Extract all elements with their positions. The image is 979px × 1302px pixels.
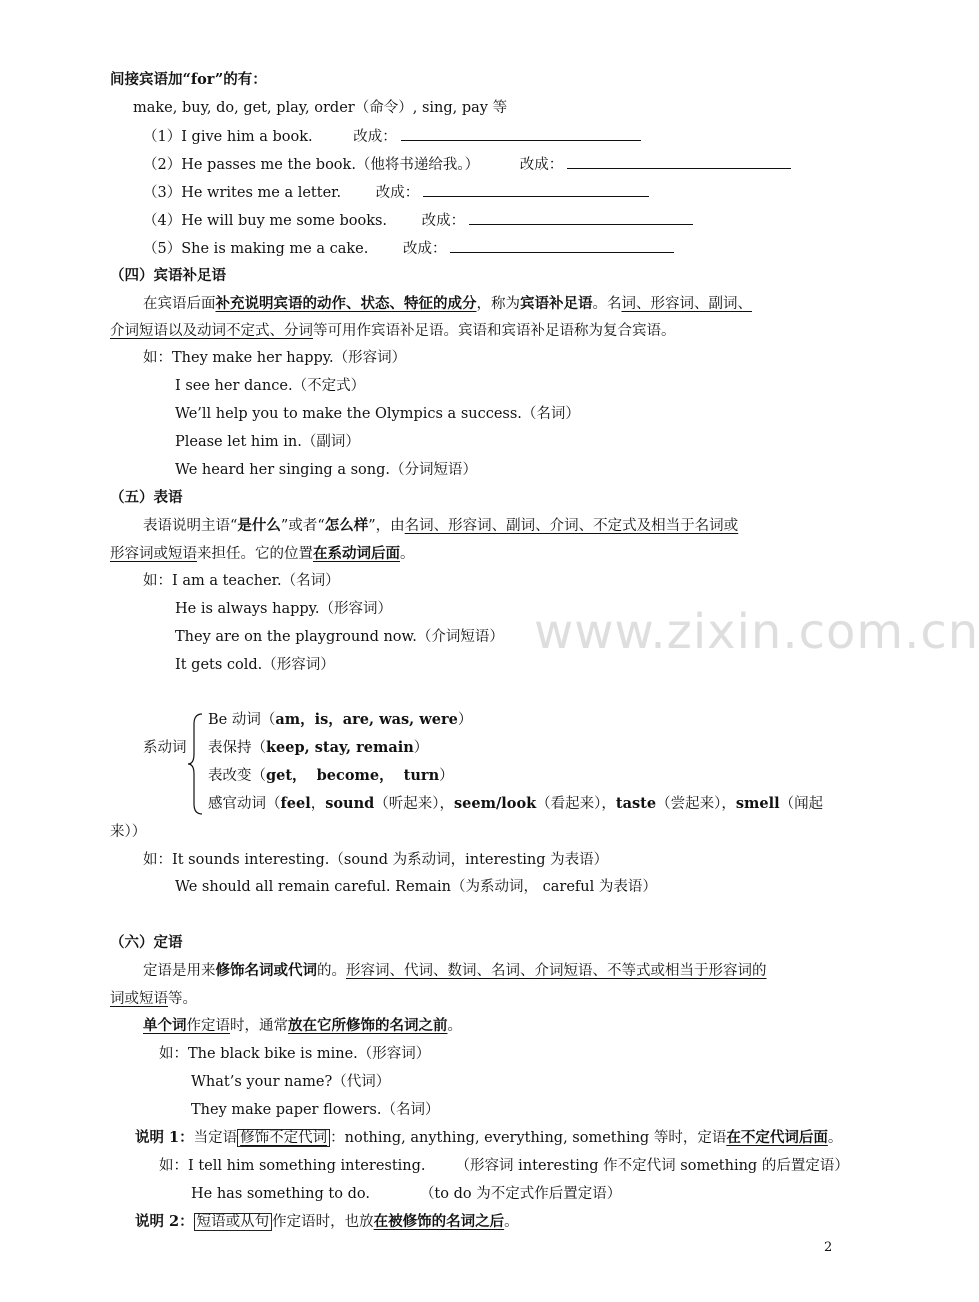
text: ”或者“ [280,518,325,534]
section-heading-4: （四）宾语补足语 [110,267,226,284]
linking-row-sense [208,794,823,814]
answer-blank[interactable] [450,238,674,253]
text: ） [457,712,473,728]
exercise-1 [143,126,641,147]
text: （看起来）， [536,796,616,812]
example: 如：I am a teacher.（名词） [143,573,340,589]
boxed-term: 修饰不定代词 [237,1129,330,1147]
text: ，称为 [476,296,520,312]
exercise-5 [143,238,674,259]
note-label: 说明 1： [135,1129,194,1146]
text: Be 动词（ [208,712,276,728]
section-heading-5: （五）表语 [110,489,183,506]
linking-row [208,738,428,758]
text-underlined: 名词、形容词、副词、介词、不定式及相当于名词或 [404,518,739,534]
note-label: 说明 2： [135,1213,194,1230]
exercise-2 [143,154,791,175]
text: ） [413,740,429,756]
change-label: 改成： [519,157,564,173]
text-emphasis: 是什么 [237,517,281,534]
s6-para-line2 [110,989,197,1009]
text: 表保持（ [208,740,266,756]
text: （形容词 interesting 作不定代词 something 的后置定语） [455,1158,849,1174]
example: We should all remain careful. Remain（为系动词， careful 为表语） [175,879,657,895]
text-emphasis: am，is，are, was, were [275,711,458,728]
text-emphasis: 补充说明宾语的动作、状态、特征的成分 [215,295,477,312]
example: I see her dance.（不定式） [175,378,366,394]
text-emphasis: smell [735,795,780,812]
s4-para-line1 [143,294,752,314]
linking-verb-label: 系动词 [143,740,187,756]
s6-para-line3 [143,1016,462,1036]
text: 表改变（ [208,768,266,784]
text-underlined: 形容词或短语 [110,546,197,562]
example: They are on the playground now.（介词短语） [175,629,504,645]
text: ”，由 [368,518,405,534]
brace-icon [186,712,206,816]
text: 。 [447,1018,462,1034]
text: 等。 [168,991,197,1007]
s4-para-line2 [110,321,676,341]
text-emphasis: 修饰名词或代词 [215,962,317,979]
exercise-text: （1）I give him a book. [143,129,313,145]
change-label: 改成： [375,185,420,201]
s6-para-line1 [143,961,767,981]
example: 如：The black bike is mine.（形容词） [159,1046,431,1062]
text: 当定语 [193,1130,238,1146]
linking-row-tail: 来）） [110,824,147,840]
page-number: 2 [824,1240,833,1255]
section-heading-6: （六）定语 [110,934,183,951]
answer-blank[interactable] [423,182,649,197]
exercise-text: （3）He writes me a letter. [143,185,342,201]
text: 。 [827,1130,843,1146]
linking-row [208,710,472,730]
example: He is always happy.（形容词） [175,601,393,617]
text: 感官动词（ [208,796,281,812]
text: 等可用作宾语补足语。宾语和宾语补足语称为复合宾语。 [313,323,676,339]
linking-row [208,766,454,786]
example: It gets cold.（形容词） [175,657,335,673]
text: （尝起来）， [656,796,736,812]
for-title: 间接宾语加“for”的有： [110,71,267,88]
text: 来担任。它的位置 [197,546,313,562]
example [159,1156,849,1176]
text: 如：I tell him something interesting. [159,1158,426,1174]
text-emphasis: feel [280,795,311,812]
text-emphasis: 在不定代词后面 [726,1129,828,1146]
text-underlined: 词、形容词、副词、 [621,296,752,312]
text-underlined: 形容词、代词、数词、名词、介词短语、不等式或相当于形容词的 [346,963,767,979]
change-label: 改成： [402,241,447,257]
text: 时，通常 [230,1018,288,1034]
text-emphasis: 宾语补足语 [520,295,593,312]
text: ， [310,796,326,812]
text: ：nothing, anything, everything, something 等时，定语 [330,1130,727,1146]
exercise-text: （2）He passes me the book.（他将书递给我。） [143,157,480,173]
answer-blank[interactable] [567,154,791,169]
exercise-3 [143,182,649,203]
exercise-text: （5）She is making me a cake. [143,241,369,257]
text: （闻起 [779,796,824,812]
example: 如：They make her happy.（形容词） [143,350,407,366]
example: They make paper flowers.（名词） [191,1102,440,1118]
exercise-4 [143,210,693,231]
text: 在宾语后面 [143,296,216,312]
text-emphasis: seem/look [454,795,537,812]
text-emphasis: 放在它所修饰的名词之前 [288,1017,448,1034]
text: 。名 [592,296,622,312]
text-emphasis: keep, stay, remain [266,739,414,756]
text-emphasis: 单个词 [143,1017,187,1034]
text-emphasis: get， become， turn [266,767,440,784]
example: Please let him in.（副词） [175,434,360,450]
example: 如：It sounds interesting.（sound 为系动词，interesting 为表语） [143,852,609,868]
answer-blank[interactable] [401,126,641,141]
text: 。 [400,546,415,562]
boxed-term: 短语或从句 [194,1213,273,1231]
text-underlined: 介词短语以及动词不定式、分词 [110,323,313,339]
text: 。 [504,1214,519,1230]
for-verbs: make, buy, do, get, play, order（命令）, sing, pay 等 [133,100,508,116]
text-emphasis: 在系动词后面 [313,545,400,562]
exercise-text: （4）He will buy me some books. [143,213,388,229]
text: 作定语时，也放 [272,1214,374,1230]
example: We heard her singing a song.（分词短语） [175,462,477,478]
text: ） [439,768,454,784]
watermark: www.zixin.com.cn [534,604,979,660]
answer-blank[interactable] [469,210,693,225]
text-underlined: 作定语 [186,1018,230,1034]
example: What’s your name?（代词） [191,1074,391,1090]
note-2 [135,1212,519,1232]
s5-para-line1 [143,516,738,536]
s5-para-line2 [110,544,415,564]
text-emphasis: 怎么样 [324,517,369,534]
text: 表语说明主语“ [143,518,238,534]
text-emphasis: 在被修饰的名词之后 [373,1213,505,1230]
text: 定语是用来 [143,963,216,979]
text: （听起来）， [374,796,455,812]
text: 的。 [317,963,346,979]
text-emphasis: sound [325,795,375,812]
example [191,1184,621,1204]
text: （to do 为不定式作后置定语） [419,1186,622,1202]
text-emphasis: taste [615,795,657,812]
change-label: 改成： [421,213,466,229]
text-underlined: 词或短语 [110,991,168,1007]
text: He has something to do. [191,1186,370,1202]
example: We’ll help you to make the Olympics a success.（名词） [175,406,580,422]
change-label: 改成： [353,129,397,145]
note-1 [135,1128,842,1148]
